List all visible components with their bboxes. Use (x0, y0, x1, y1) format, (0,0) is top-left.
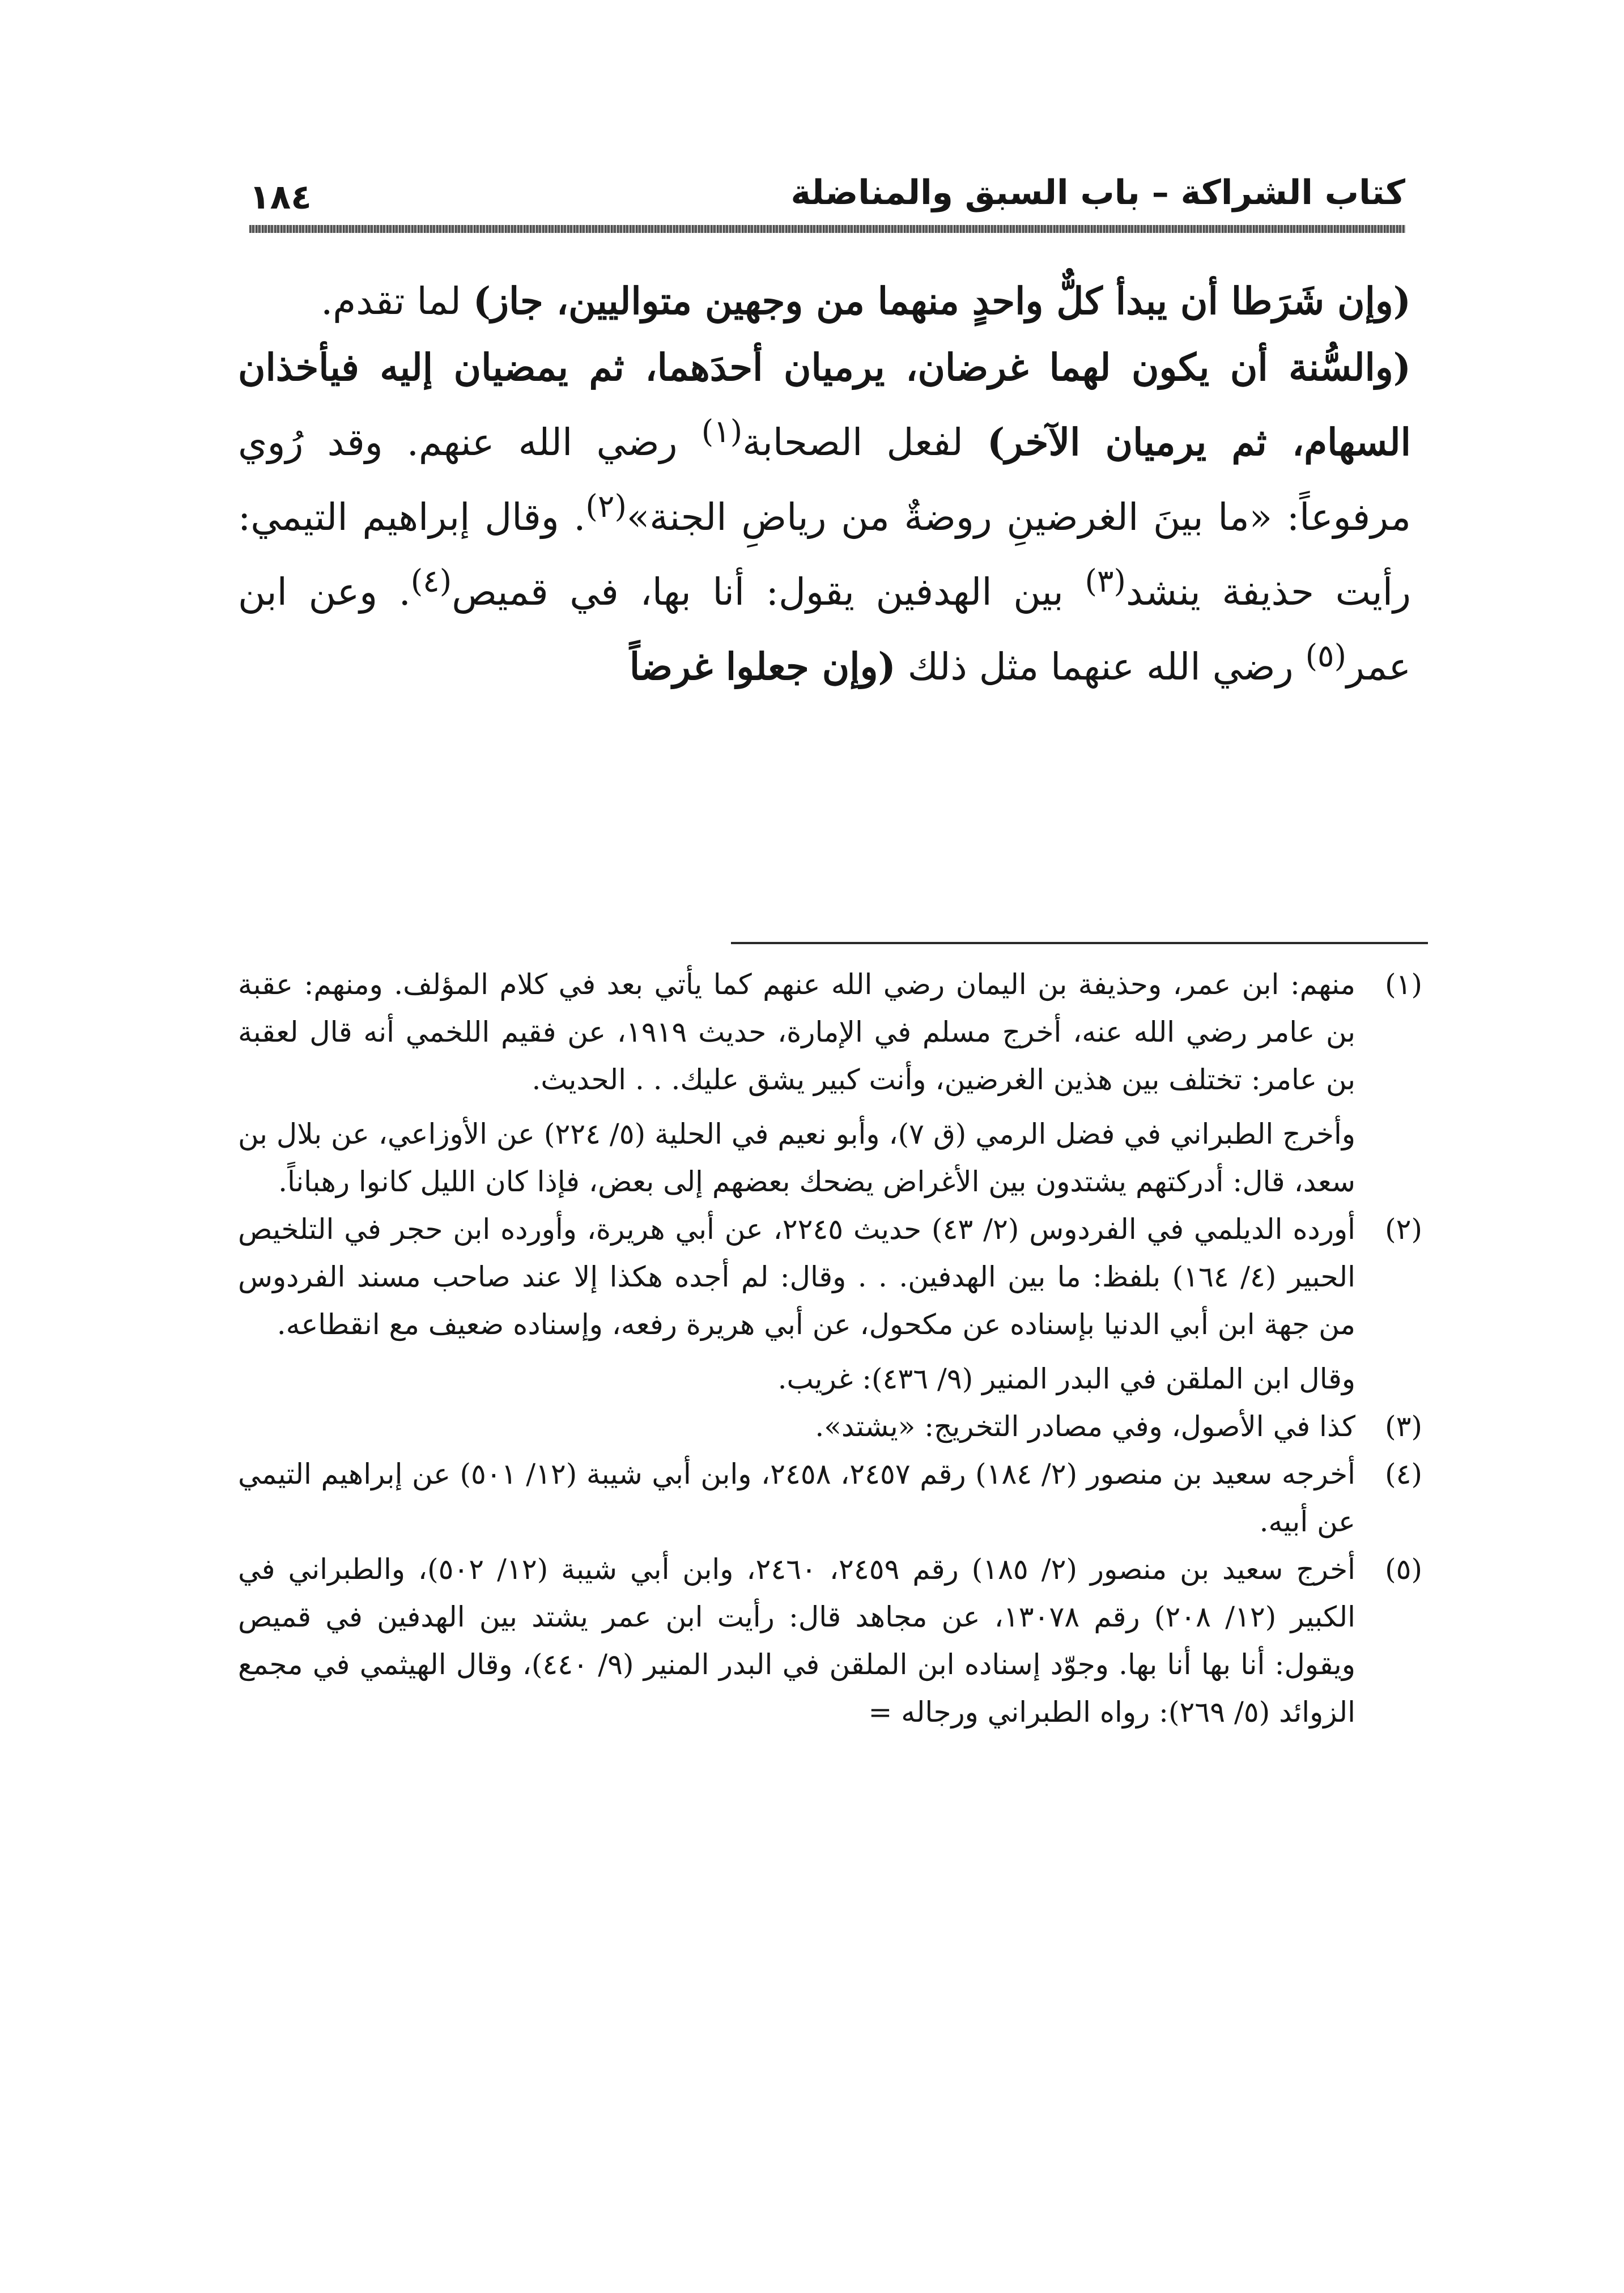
bold-matn: (وإن جعلوا غرضاً (629, 644, 896, 689)
footnote-paragraph: كذا في الأصول، وفي مصادر التخريج: «يشتد». (815, 1410, 1355, 1443)
bold-matn: (وإن شَرَطا أن يبدأ كلٌّ واحدٍ منهما من وجهين متواليين، جاز) (473, 279, 1411, 323)
footnote-paragraph: أخرجه سعيد بن منصور (٢/ ١٨٤) رقم ٢٤٥٧، ٢٤٥٨، وابن أبي شيبة (١٢/ ٥٠١) عن إبراهيم التيمي عن أبيه. (238, 1458, 1356, 1538)
footnote-separator (731, 942, 1428, 944)
footnote-paragraph: وقال ابن الملقن في البدر المنير (٩/ ٤٣٦): غريب. (777, 1362, 1355, 1395)
footnote-body (238, 1403, 1355, 1450)
footnote-ref: (٥) (1305, 638, 1347, 674)
commentary-text: . وقال إبراهيم التيمي: رأيت حذيفة ينشد (238, 495, 1412, 614)
commentary-text: رضي الله عنهم. وقد رُوي مرفوعاً: «ما بينَ الغرضينِ روضةٌ من رياضِ الجنة» (238, 421, 1411, 539)
main-text (238, 269, 1411, 701)
footnote-2 (238, 1205, 1422, 1403)
footnote-ref: (٤) (410, 563, 452, 599)
footnote-number: (٥) (1385, 1553, 1422, 1586)
footnote-paragraph: منهم: ابن عمر، وحذيفة بن اليمان رضي الله عنهم كما يأتي بعد في كلام المؤلف. ومنهم: عقبة بن عامر رضي الله عنه، أخرج مسلم في الإمارة، حديث ١٩١٩، عن فقيم اللخمي أنه قال لعقبة بن عامر: تختلف بين هذين الغرضين، وأنت كبير يشق عليك. . . الحديث. (238, 968, 1355, 1096)
footnote-1 (238, 961, 1422, 1205)
footnote-ref: (١) (701, 413, 743, 449)
footnote-body (238, 961, 1355, 1205)
footnotes (238, 961, 1422, 1736)
main-paragraph-2 (238, 336, 1411, 699)
footnote-paragraph: أورده الديلمي في الفردوس (٢/ ٤٣) حديث ٢٢٤٥، عن أبي هريرة، وأورده ابن حجر في التلخيص الحبير (٤/ ١٦٤) بلفظ: ما بين الهدفين. . . وقال: لم أجده هكذا إلا عند صاحب مسند الفردوس من جهة ابن أبي الدنيا بإسناده عن مكحول، عن أبي هريرة رفعه، وإسناده ضعيف مع انقطاعه. (238, 1213, 1355, 1341)
footnote-number: (٢) (1385, 1213, 1422, 1246)
footnote-body (238, 1545, 1355, 1736)
page-number: ١٨٤ (249, 177, 312, 217)
footnote-ref: (٢) (585, 488, 627, 524)
footnote-paragraph: وأخرج الطبراني في فضل الرمي (ق ٧)، وأبو نعيم في الحلية (٥/ ٢٢٤) عن الأوزاعي، عن بلال بن سعد، قال: أدركتهم يشتدون بين الأغراض يضحك بعضهم إلى بعض، فإذا كان الليل كانوا رهباناً. (238, 1118, 1355, 1198)
footnote-number: (٤) (1385, 1458, 1422, 1491)
footnote-3 (238, 1403, 1422, 1450)
page-header (249, 167, 1405, 235)
running-title: كتاب الشراكة – باب السبق والمناضلة (790, 173, 1405, 213)
footnote-body (238, 1205, 1355, 1403)
footnote-number: (١) (1385, 968, 1422, 1001)
bold-matn: (والسُّنة أن يكون لهما غرضان، يرميان أحدَهما، ثم يمضيان إليه فيأخذان السهام، ثم يرميان الآخر) (238, 345, 1411, 464)
footnote-4 (238, 1450, 1422, 1545)
footnote-ref: (٣) (1085, 563, 1126, 599)
commentary-text: لفعل الصحابة (742, 421, 988, 464)
commentary-text: بين الهدفين يقول: أنا بها، في قميص (452, 570, 1085, 614)
footnote-5 (238, 1545, 1422, 1736)
commentary-text: لما تقدم. (321, 279, 473, 323)
commentary-text: . وعن ابن عمر (238, 570, 1411, 689)
footnote-body (238, 1450, 1355, 1545)
footnote-number: (٣) (1385, 1410, 1422, 1443)
commentary-text: رضي الله عنهما مثل ذلك (895, 645, 1306, 689)
main-paragraph-1 (238, 269, 1411, 333)
footnote-paragraph: أخرج سعيد بن منصور (٢/ ١٨٥) رقم ٢٤٥٩، ٢٤٦٠، وابن أبي شيبة (١٢/ ٥٠٢)، والطبراني في الكبير (١٢/ ٢٠٨) رقم ١٣٠٧٨، عن مجاهد قال: رأيت ابن عمر يشتد بين الهدفين في قميص ويقول: أنا بها أنا بها. وجوّد إسناده ابن الملقن في البدر المنير (٩/ ٤٤٠)، وقال الهيثمي في مجمع الزوائد (٥/ ٢٦٩): رواه الطبراني ورجاله = (238, 1553, 1355, 1729)
header-rule (249, 225, 1405, 233)
